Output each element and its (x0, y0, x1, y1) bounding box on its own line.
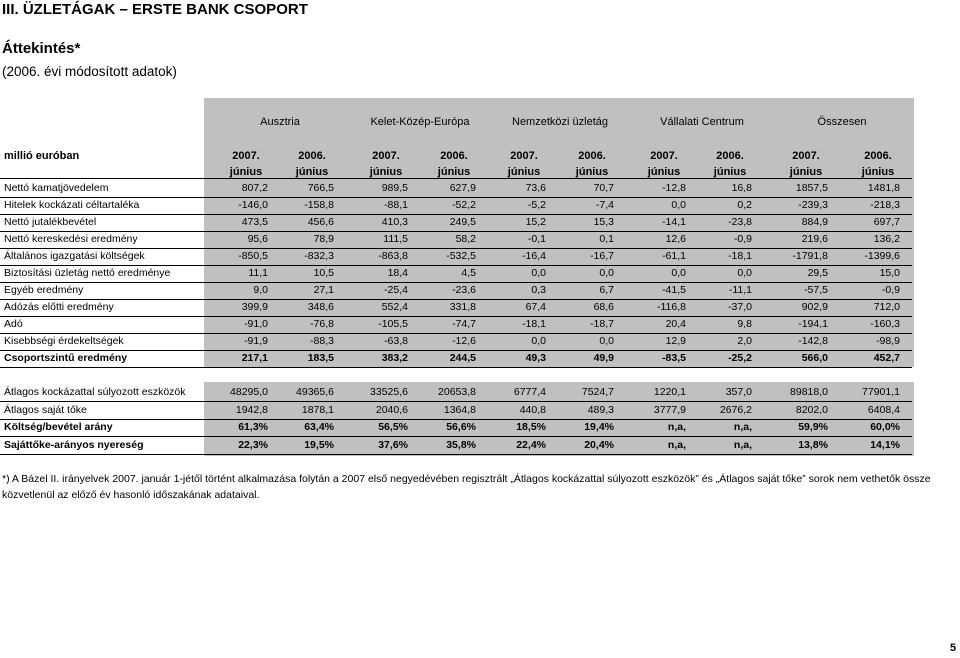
table-cell: 63,4% (304, 421, 334, 433)
table-cell: 1220,1 (653, 386, 686, 398)
table-cell: 0,0 (531, 267, 546, 279)
row-label: Kisebbségi érdekeltségek (4, 335, 124, 347)
table-cell: -61,1 (662, 250, 686, 262)
table-cell: 6408,4 (867, 403, 900, 416)
table-cell: 6777,4 (513, 386, 546, 398)
table-cell: -12,6 (452, 335, 476, 347)
table-cell: 1364,8 (443, 403, 476, 416)
table-cell: 249,5 (449, 216, 476, 228)
table-cell: 18,4 (387, 267, 408, 279)
table-cell: 8202,0 (795, 403, 828, 416)
table-cell: 6,7 (599, 284, 614, 296)
year-label: 2007. (792, 150, 820, 162)
table-cell: -63,8 (384, 335, 408, 347)
table-cell: 0,0 (671, 199, 686, 211)
row-label: Nettó kereskedési eredmény (4, 233, 138, 245)
table-cell: -18,1 (728, 250, 752, 262)
row-label: Biztosítási üzletág nettó eredménye (4, 267, 171, 279)
row-label: Költség/bevétel arány (4, 421, 113, 433)
table-cell: 0,2 (737, 199, 752, 211)
table-cell: 456,6 (307, 216, 334, 228)
table-cell: 49365,6 (296, 386, 334, 398)
period-label: június (647, 166, 681, 178)
year-label: 2006. (716, 150, 744, 162)
page-number: 5 (950, 642, 957, 654)
table-cell: 14,1% (870, 438, 900, 451)
row-label: Átlagos saját tőke (4, 403, 87, 416)
table-cell: 18,5% (516, 421, 546, 433)
table-cell: -52,2 (452, 199, 476, 211)
table-cell: -218,3 (870, 199, 900, 211)
year-label: 2007. (510, 150, 538, 162)
table-cell: 2,0 (737, 335, 752, 347)
table-cell: 217,1 (241, 352, 268, 364)
table-cell: 20653,8 (438, 386, 476, 398)
table-cell: 35,8% (446, 438, 476, 451)
table-cell: 566,0 (801, 352, 828, 364)
table-cell: 440,8 (519, 403, 546, 416)
table-cell: -832,3 (304, 250, 334, 262)
table-cell: -0,9 (881, 284, 900, 296)
table-cell: -18,1 (522, 318, 546, 330)
table-cell: -7,4 (595, 199, 614, 211)
period-label: június (861, 166, 895, 178)
table-cell: 1481,8 (867, 182, 900, 194)
period-label: június (229, 166, 263, 178)
table-cell: 0,0 (671, 267, 686, 279)
table-cell: 902,9 (801, 301, 828, 313)
table-cell: 29,5 (807, 267, 828, 279)
year-label: 2007. (232, 150, 260, 162)
table-cell: 61,3% (238, 421, 268, 433)
table-cell: -0,1 (527, 233, 546, 245)
table-cell: 19,5% (304, 438, 334, 451)
footnote: *) A Bázel II. irányelvek 2007. január 1-jétől történt alkalmazása folytán a 2007 első negyedévében regisztrált „Átlagos kockázattal súlyozott eszközök” és „Átlagos saját tőke” sorok nem vethetők össze közvetlenül az előző év hasonló időszakának adataival. (2, 473, 931, 501)
table-cell: 9,8 (737, 318, 752, 330)
table-cell: 77901,1 (862, 386, 900, 398)
year-label: 2006. (440, 150, 468, 162)
table-cell: 56,5% (378, 421, 408, 433)
row-divider (0, 454, 912, 455)
table-cell: 410,3 (381, 216, 408, 228)
table-cell: n,a, (667, 421, 686, 433)
table-cell: 331,8 (449, 301, 476, 313)
table-cell: 111,5 (383, 233, 408, 245)
table-cell: 348,6 (307, 301, 334, 313)
table-cell: 16,8 (731, 182, 752, 194)
table-cell: 219,6 (801, 233, 828, 245)
segment-header-3: Vállalati Centrum (660, 116, 744, 128)
table-cell: -5,2 (527, 199, 546, 211)
table-row (0, 248, 960, 265)
table-cell: -1399,6 (864, 250, 900, 262)
row-label: Nettó jutalékbevétel (4, 216, 97, 228)
table-cell: 59,9% (798, 421, 828, 433)
row-label: Nettó kamatjövedelem (4, 182, 109, 194)
table-cell: 22,3% (238, 438, 268, 451)
table-cell: 58,2 (455, 233, 476, 245)
table-cell: -14,1 (662, 216, 686, 228)
table-cell: -23,8 (728, 216, 752, 228)
table-row (0, 282, 960, 299)
period-label: június (437, 166, 471, 178)
table-row (0, 197, 960, 214)
table-cell: -91,0 (244, 318, 268, 330)
table-cell: 2040,6 (375, 403, 408, 416)
table-row (0, 384, 960, 401)
row-label: Sajáttőke-arányos nyereség (4, 438, 144, 451)
table-cell: -16,4 (522, 250, 546, 262)
table-cell: 136,2 (873, 233, 900, 245)
table-cell: 12,9 (665, 335, 686, 347)
table-cell: -194,1 (798, 318, 828, 330)
table-cell: -12,8 (662, 182, 686, 194)
table-cell: 11,1 (248, 267, 268, 279)
row-label: Általános igazgatási költségek (4, 250, 145, 262)
table-cell: 49,3 (525, 352, 546, 364)
table-cell: 712,0 (873, 301, 900, 313)
table-cell: 49,9 (593, 352, 614, 364)
table-cell: 2676,2 (719, 403, 752, 416)
segment-header-2: Nemzetközi üzletág (512, 116, 608, 128)
table-cell: -146,0 (238, 199, 268, 211)
table-cell: -25,2 (728, 352, 752, 364)
table-cell: 60,0% (870, 421, 900, 433)
table-cell: 183,5 (307, 352, 334, 364)
table-cell: 22,4% (516, 438, 546, 451)
table-cell: 4,5 (461, 267, 476, 279)
segment-header-4: Összesen (817, 116, 867, 128)
table-cell: 357,0 (725, 386, 752, 398)
table-row (0, 316, 960, 333)
table-cell: -57,5 (804, 284, 828, 296)
table-cell: 489,3 (587, 403, 614, 416)
table-cell: -98,9 (876, 335, 900, 347)
year-label: 2006. (298, 150, 326, 162)
table-row (0, 437, 960, 454)
table-cell: 68,6 (593, 301, 614, 313)
table-cell: 0,1 (599, 233, 614, 245)
table-cell: 20,4% (584, 438, 614, 451)
table-cell: 13,8% (798, 438, 828, 451)
row-label: Hitelek kockázati céltartaléka (4, 199, 140, 211)
table-cell: -142,8 (798, 335, 828, 347)
table-cell: 244,5 (449, 352, 476, 364)
table-cell: 0,0 (531, 335, 546, 347)
row-divider (0, 367, 912, 368)
table-cell: 73,6 (525, 182, 546, 194)
row-label: Adó (4, 318, 23, 330)
table-cell: 3777,9 (653, 403, 686, 416)
table-cell: 12,6 (665, 233, 686, 245)
table-cell: 697,7 (873, 216, 900, 228)
table-cell: -41,5 (662, 284, 686, 296)
table-cell: -88,1 (384, 199, 408, 211)
row-label: Egyéb eredmény (4, 284, 84, 296)
table-cell: 89818,0 (790, 386, 828, 398)
segment-header-1: Kelet-Közép-Európa (370, 116, 470, 128)
table-cell: 0,0 (737, 267, 752, 279)
table-cell: 399,9 (241, 301, 268, 313)
table-cell: -116,8 (657, 301, 686, 313)
row-label: Adózás előtti eredmény (4, 301, 114, 313)
table-cell: 0,0 (599, 267, 614, 279)
table-cell: 15,2 (525, 216, 546, 228)
table-cell: 1942,8 (235, 403, 268, 416)
table-cell: 552,4 (381, 301, 408, 313)
table-cell: -25,4 (384, 284, 408, 296)
table-row (0, 299, 960, 316)
sub-title: Áttekintés* (2, 40, 81, 57)
period-label: június (507, 166, 541, 178)
table-cell: 473,5 (241, 216, 268, 228)
table-row (0, 180, 960, 197)
table-row (0, 402, 960, 419)
period-label: június (295, 166, 329, 178)
table-cell: -88,3 (310, 335, 334, 347)
table-cell: -11,1 (728, 284, 752, 296)
table-cell: n,a, (667, 438, 686, 451)
period-label: június (575, 166, 609, 178)
table-cell: -0,9 (733, 233, 752, 245)
table-cell: 884,9 (801, 216, 828, 228)
table-cell: -160,3 (870, 318, 900, 330)
table-cell: 1857,5 (795, 182, 828, 194)
segment-header-0: Ausztria (260, 116, 300, 128)
table-cell: -76,8 (310, 318, 334, 330)
period-label: június (369, 166, 403, 178)
table-cell: 766,5 (307, 182, 334, 194)
table-cell: 7524,7 (581, 386, 614, 398)
table-row (0, 333, 960, 350)
table-cell: 19,4% (584, 421, 614, 433)
table-cell: 383,2 (381, 352, 408, 364)
table-row (0, 419, 960, 436)
table-cell: 67,4 (525, 301, 546, 313)
table-cell: -158,8 (304, 199, 334, 211)
table-cell: -532,5 (446, 250, 476, 262)
period-label: június (713, 166, 747, 178)
section-title: III. ÜZLETÁGAK – ERSTE BANK CSOPORT (2, 1, 308, 18)
table-cell: 1878,1 (301, 403, 334, 416)
table-cell: 20,4 (665, 318, 686, 330)
table-cell: n,a, (733, 438, 752, 451)
period-label: június (789, 166, 823, 178)
table-cell: 27,1 (313, 284, 334, 296)
table-cell: 807,2 (241, 182, 268, 194)
table-cell: -1791,8 (792, 250, 828, 262)
table-cell: 9,0 (253, 284, 268, 296)
table-cell: 48295,0 (230, 386, 268, 398)
table-cell: -83,5 (662, 352, 686, 364)
table-cell: -18,7 (590, 318, 614, 330)
table-cell: 78,9 (313, 233, 334, 245)
table-row (0, 214, 960, 231)
table-cell: -850,5 (238, 250, 268, 262)
year-label: 2006. (864, 150, 892, 162)
table-cell: -74,7 (452, 318, 476, 330)
table-cell: 627,9 (449, 182, 476, 194)
table-cell: 452,7 (873, 352, 900, 364)
year-label: 2006. (578, 150, 606, 162)
unit-label: millió euróban (4, 150, 80, 162)
table-cell: 33525,6 (370, 386, 408, 398)
table-row (0, 350, 960, 367)
row-label: Átlagos kockázattal súlyozott eszközök (4, 386, 186, 398)
table-cell: -37,0 (728, 301, 752, 313)
header-divider (0, 178, 912, 179)
year-label: 2007. (372, 150, 400, 162)
table-cell: 70,7 (593, 182, 614, 194)
table-cell: 37,6% (378, 438, 408, 451)
table-cell: 15,0 (879, 267, 900, 279)
table-row (0, 231, 960, 248)
table-cell: -105,5 (378, 318, 408, 330)
table-cell: 56,6% (446, 421, 476, 433)
row-label: Csoportszintű eredmény (4, 352, 128, 364)
table-cell: -16,7 (590, 250, 614, 262)
sub-note: (2006. évi módosított adatok) (2, 64, 177, 79)
table-cell: -91,9 (244, 335, 268, 347)
table-cell: -863,8 (378, 250, 408, 262)
year-label: 2007. (650, 150, 678, 162)
table-cell: 10,5 (313, 267, 334, 279)
table-cell: n,a, (733, 421, 752, 433)
table-cell: 95,6 (247, 233, 268, 245)
table-cell: -23,6 (452, 284, 476, 296)
table-cell: 989,5 (381, 182, 408, 194)
table-cell: 0,3 (531, 284, 546, 296)
table-cell: 0,0 (599, 335, 614, 347)
table-row (0, 265, 960, 282)
table-cell: -239,3 (798, 199, 828, 211)
table-cell: 15,3 (593, 216, 614, 228)
